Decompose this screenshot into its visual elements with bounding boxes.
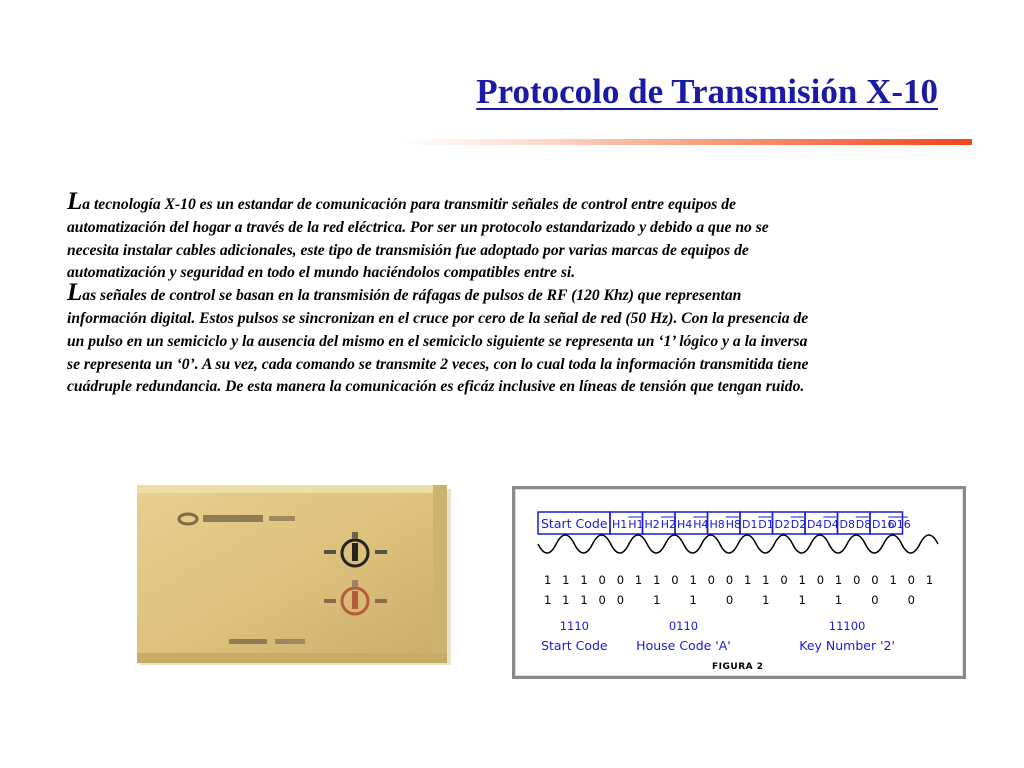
frame-header-row <box>538 512 911 534</box>
paragraph-1-text: a tecnología X-10 es un estandar de comunicación para transmitir señales de control entre equipos de automatización del hogar a través de la red eléctrica. Por ser un protocolo estandarizado y debido a que no se necesita instalar cables adicionales, este tipo de transmisión fue adoptado por varias marcas de equipos de automatización y seguridad en todo el mundo haciéndolos compatibles entre si. <box>67 196 769 282</box>
header-field-label: D1 <box>758 518 774 531</box>
model-label <box>229 639 267 644</box>
decoded-bit: 1 <box>562 593 570 607</box>
raw-bit: 0 <box>853 573 861 587</box>
decoded-bit: 1 <box>798 593 806 607</box>
header-field-label: D8 <box>855 518 872 531</box>
drop-initial: L <box>67 188 83 215</box>
header-field-label: D2 <box>774 518 790 531</box>
decoded-bit: 0 <box>871 593 879 607</box>
decoded-bit: 1 <box>653 593 661 607</box>
raw-bit: 1 <box>689 573 697 587</box>
title-divider <box>400 139 972 145</box>
raw-bit: 0 <box>780 573 788 587</box>
switch-tick <box>324 599 336 603</box>
raw-bit: 1 <box>925 573 934 587</box>
switch-tick <box>352 580 358 587</box>
raw-bit: 1 <box>634 573 643 587</box>
module-highlight <box>137 485 433 493</box>
header-field-label: H2 <box>660 518 677 531</box>
group-code: 0110 <box>668 619 699 633</box>
header-field-label: D4 <box>823 518 839 531</box>
raw-bit: 1 <box>798 573 806 587</box>
group-label: House Code 'A' <box>636 638 731 653</box>
x10-frame-diagram <box>516 490 962 675</box>
paragraph-2 <box>67 279 967 399</box>
group-code: 1110 <box>559 619 590 633</box>
paragraph-2-text: as señales de control se basan en la transmisión de ráfagas de pulsos de RF (120 Khz) que representan información digital. Estos pulsos se sincronizan en el cruce por cero de la señal de red (50 Hz). Con la presencia de un pulso en un semiciclo y la ausencia del mismo en el semiciclo siguiente se representa un ‘1’ lógico y a la inversa se representa un ‘0’. A su vez, cada comando se transmite 2 veces, con lo cual toda la información transmitida tiene cuádruple redundancia. De esta manera la comunicación es eficáz inclusive en líneas de tensión que tengan ruido. <box>67 287 809 396</box>
raw-bit: 1 <box>562 573 570 587</box>
raw-bit: 1 <box>653 573 661 587</box>
decoded-bit: 0 <box>907 593 915 607</box>
figure-caption: FIGURA 2 <box>712 662 764 672</box>
header-field-label: H8 <box>709 518 725 531</box>
decoded-bit: 1 <box>544 593 552 607</box>
start-code-header: Start Code <box>541 516 608 531</box>
header-field-label: H4 <box>693 518 709 531</box>
raw-bit: 1 <box>580 573 588 587</box>
model-label <box>275 639 305 644</box>
raw-bit: 1 <box>544 573 552 587</box>
x10-figure-canvas <box>515 489 963 676</box>
decoded-bit: 1 <box>762 593 770 607</box>
raw-bit: 0 <box>616 573 625 587</box>
switch-bar <box>352 591 358 609</box>
header-field-label: H4 <box>677 518 693 531</box>
decoded-bit: 1 <box>580 593 588 607</box>
decoded-bit-row <box>544 593 915 607</box>
raw-bit: 0 <box>725 573 734 587</box>
group-code: 11100 <box>828 619 866 633</box>
slide-title: Protocolo de Transmisión X-10 <box>476 72 938 111</box>
header-field-label: H2 <box>644 518 660 531</box>
switch-tick <box>375 599 387 603</box>
raw-bit: 0 <box>707 573 715 587</box>
decoded-bit: 1 <box>689 593 697 607</box>
header-field-label: D1 <box>742 518 758 531</box>
group-label: Start Code <box>541 638 608 653</box>
brand-wordmark <box>269 516 295 521</box>
raw-bit: 1 <box>834 573 843 587</box>
switch-tick <box>324 550 336 554</box>
module-side <box>433 485 447 663</box>
group-labels <box>541 619 895 653</box>
brand-wordmark <box>203 515 263 522</box>
drop-initial: L <box>67 279 83 307</box>
decoded-bit: 0 <box>616 593 625 607</box>
decoded-bit: 1 <box>834 593 843 607</box>
raw-bit: 1 <box>889 573 897 587</box>
header-field-label: D8 <box>839 518 855 531</box>
header-field-label: D16 <box>872 518 895 531</box>
body-text <box>67 188 967 399</box>
power-line-wave <box>538 535 938 553</box>
header-field-label: D4 <box>807 518 823 531</box>
module-body <box>137 485 447 663</box>
raw-bit: 0 <box>816 573 825 587</box>
group-label: Key Number '2' <box>799 638 895 653</box>
raw-bit: 0 <box>871 573 879 587</box>
x10-frame-figure <box>512 486 966 679</box>
decoded-bit: 0 <box>598 593 606 607</box>
switch-bar <box>352 543 358 561</box>
switch-tick <box>352 532 358 539</box>
raw-bit: 0 <box>907 573 915 587</box>
raw-bit: 0 <box>671 573 679 587</box>
switch-tick <box>375 550 387 554</box>
paragraph-1 <box>67 188 967 285</box>
header-field-label: D16 <box>888 518 911 531</box>
raw-bit: 1 <box>744 573 752 587</box>
decoded-bit: 0 <box>725 593 734 607</box>
header-field-label: H8 <box>725 518 742 531</box>
header-field-label: H1 <box>612 518 628 531</box>
module-bottom-edge <box>137 653 447 663</box>
raw-bit: 1 <box>762 573 770 587</box>
raw-bit-row <box>544 573 933 587</box>
header-field-label: D2 <box>790 518 807 531</box>
header-field-label: H1 <box>628 518 644 531</box>
x10-module-photo <box>133 483 454 667</box>
raw-bit: 0 <box>598 573 606 587</box>
